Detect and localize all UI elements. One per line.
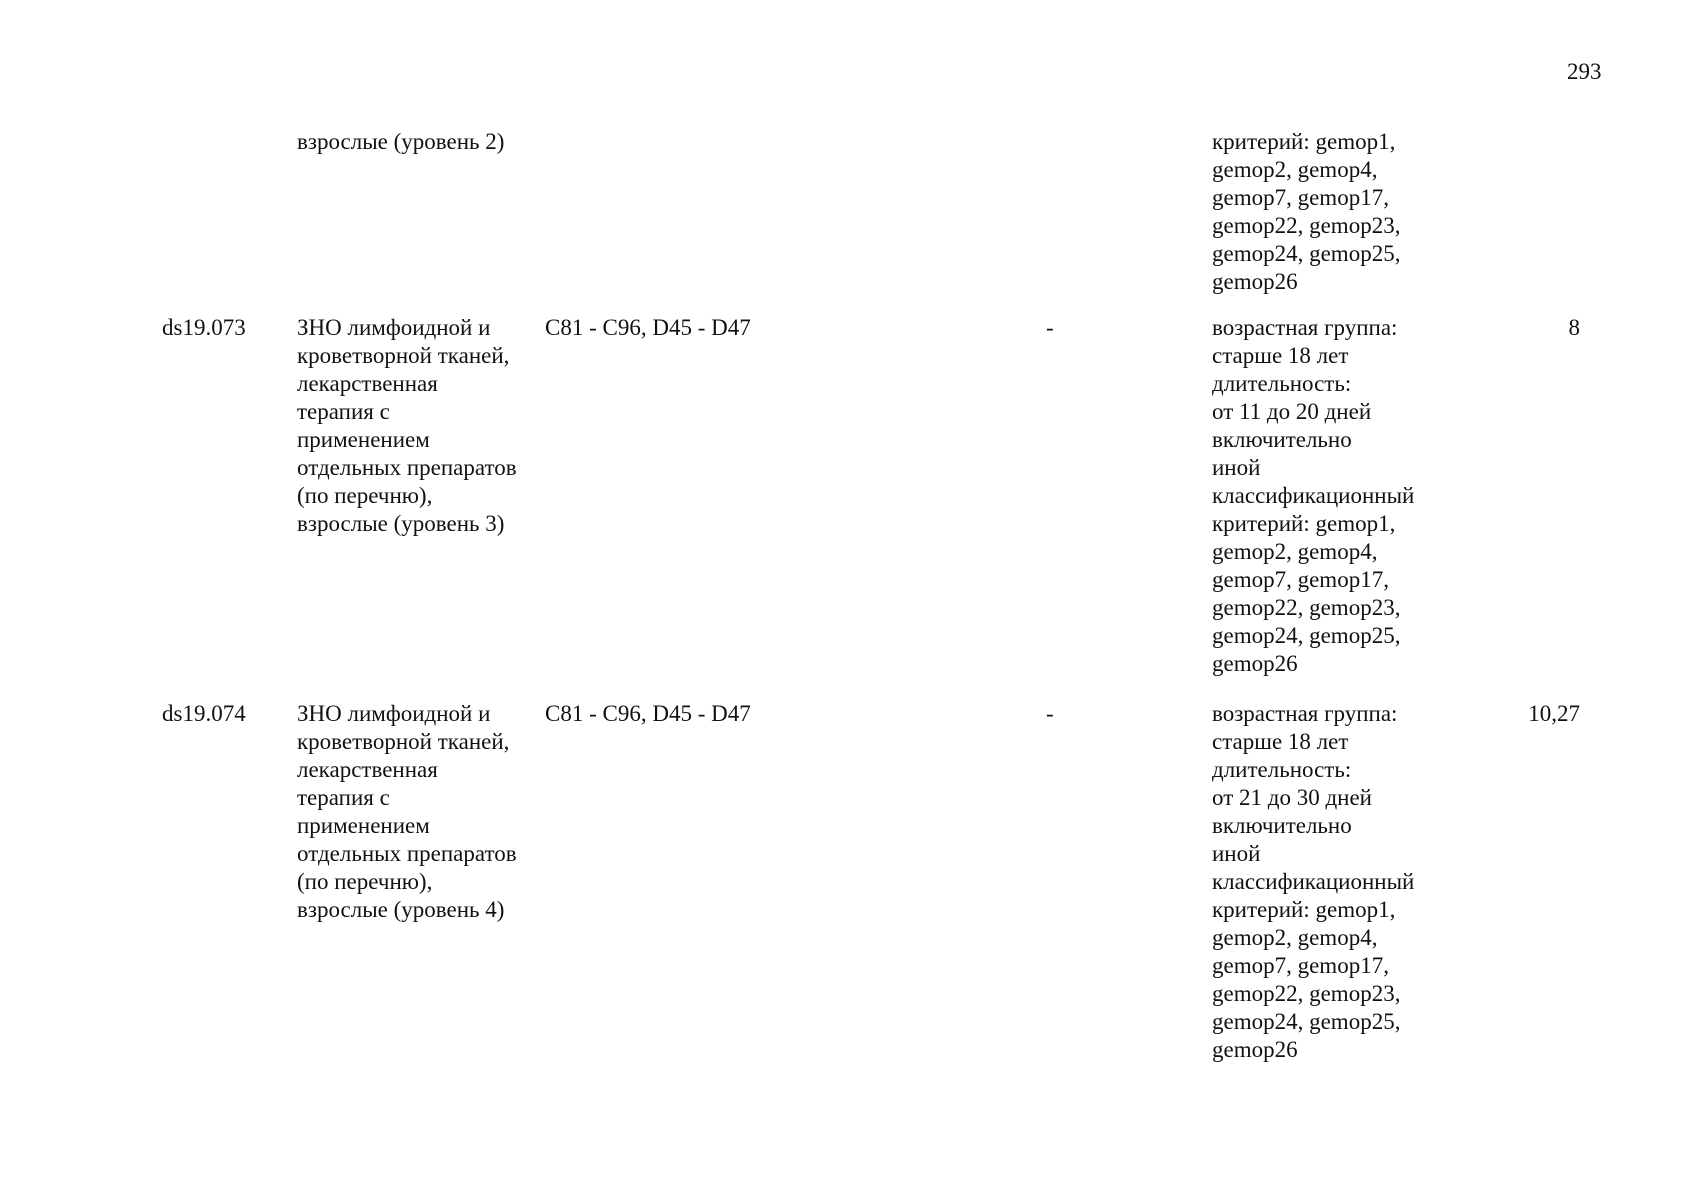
row-dash: - [1046, 701, 1054, 726]
row-icd-codes: C81 - C96, D45 - D47 [545, 315, 751, 340]
page-number: 293 [1567, 59, 1602, 84]
row-criteria: критерий: gemop1, gemop2, gemop4, gemop7, gemop17, gemop22, gemop23, gemop24, gemop25, gemop26 [1212, 129, 1401, 294]
row-coefficient: 10,27 [1528, 701, 1580, 726]
row-icd-codes: C81 - C96, D45 - D47 [545, 701, 751, 726]
row-coefficient: 8 [1568, 315, 1580, 340]
row-code: ds19.074 [162, 701, 246, 726]
row-name: взрослые (уровень 2) [297, 129, 505, 154]
row-code: ds19.073 [162, 315, 246, 340]
row-criteria: возрастная группа: старше 18 лет длительность: от 11 до 20 дней включительно иной классификационный критерий: gemop1, gemop2, gemop4, gemop7, gemop17, gemop22, gemop23, gemop24, gemop25, gemop26 [1212, 315, 1415, 676]
row-name: ЗНО лимфоидной и кроветворной тканей, лекарственная терапия с применением отдельных препаратов (по перечню), взрослые (уровень 4) [297, 701, 517, 922]
row-criteria: возрастная группа: старше 18 лет длительность: от 21 до 30 дней включительно иной классификационный критерий: gemop1, gemop2, gemop4, gemop7, gemop17, gemop22, gemop23, gemop24, gemop25, gemop26 [1212, 701, 1415, 1062]
row-name: ЗНО лимфоидной и кроветворной тканей, лекарственная терапия с применением отдельных препаратов (по перечню), взрослые (уровень 3) [297, 315, 517, 536]
row-dash: - [1046, 315, 1054, 340]
